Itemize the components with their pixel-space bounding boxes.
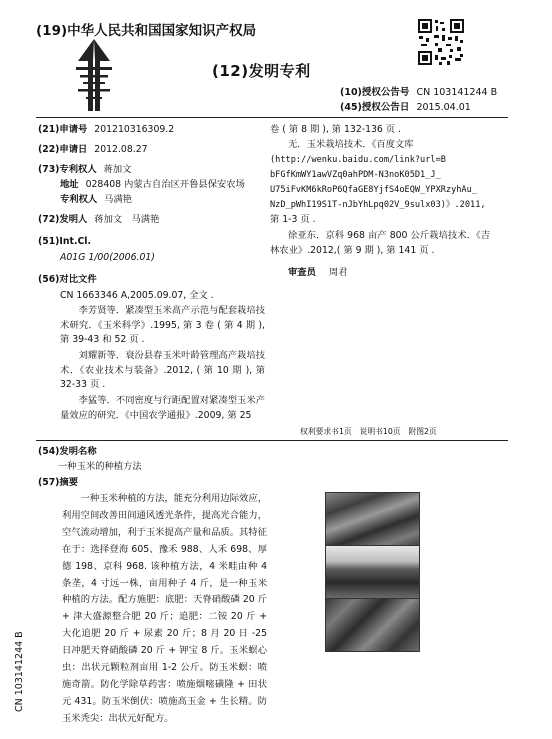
field-photo-2 [325,545,420,599]
ref-5-url-1: (http://wenku.baidu.com/link?url=B [270,155,446,165]
inventor-row [38,213,159,228]
field-photo-1 [325,492,420,546]
side-pub-no: CN 103141244 B [14,631,25,712]
address-row [60,178,245,193]
pub-date: 2015.04.01 [416,102,471,113]
invention-title: 一种玉米的种植方法 [58,461,142,472]
cnipa-emblem-logo [74,37,114,113]
ref-4: 李猛等．不同密度与行距配置对紧凑型玉米产量效应的研究．《中国农学通报》.2009, 第 25 [60,395,265,421]
app-no: 201210316309.2 [94,124,175,135]
intcl-label: (51)Int.Cl. [38,236,92,247]
ref-5-url-2: bFGfKmWY1awVZq0ahPDM-N3noK05D1_J_ [270,170,441,180]
ref-5-url-4: NzD_pWhI19S1T-nJbYhLpq02V_9sulx03)》.2011, [270,200,486,210]
app-no-row [38,123,174,138]
document-type: (12)发明专利 [212,62,311,80]
ref-1: CN 1663346 A,2005.09.07, 全文 . [60,290,214,301]
owner-2: 马满艳 [104,194,133,205]
app-date-row [38,143,148,158]
pages-info: 权利要求书1页 说明书10页 附图2页 [300,427,437,436]
examiner: 周君 [328,267,348,278]
abstract-label: (57)摘要 [38,477,79,488]
qr-code-icon [417,18,465,66]
ref-6: 徐亚东．京科 968 亩产 800 公斤栽培技术．《吉林农业》.2012,( 第 9 期 ), 第 141 页 . [270,230,490,256]
pub-no-row [340,86,497,100]
examiner-label: 审查员 [288,267,316,278]
owner-2-row [60,193,132,208]
ref-5-end: 第 1-3 页 . [270,214,316,225]
office-name: (19)中华人民共和国国家知识产权局 [36,23,257,39]
owner-label: (73)专利权人 [38,164,97,175]
owner-label-2: 专利权人 [60,194,98,205]
owner-1: 蒋加文 [103,164,132,175]
inventors: 蒋加文 马满艳 [94,214,160,225]
section-divider [36,440,508,441]
intcl-value: A01G 1/00(2006.01) [60,252,155,263]
pub-date-row [340,101,471,115]
app-date-label: (22)申请日 [38,144,88,155]
pub-date-label: (45)授权公告日 [340,102,410,113]
address: 028408 内蒙古自治区开鲁县保安农场 [85,179,245,190]
inventor-label: (72)发明人 [38,214,88,225]
app-no-label: (21)申请号 [38,124,88,135]
header-divider [36,117,508,118]
address-label: 地址 [60,179,79,190]
app-date: 2012.08.27 [94,144,148,155]
pub-no: CN 103141244 B [416,87,498,98]
examiner-row [288,266,347,281]
title-label: (54)发明名称 [38,446,97,457]
ref-3: 刘耀新等．衰汾县春玉米叶龄管理高产栽培技术．《农业技术与装备》.2012, ( 第 10 期 ), 第 32-33 页 . [60,350,265,391]
field-photo-3 [325,598,420,652]
ref-5-url-3: U75iFvKM6kRoP6QfaGE8YjfS4oEQW_YPXRzyhAu_ [270,185,477,195]
abstract-text: 一种玉米种植的方法，能充分利用边际效应，利用空间改善田间通风透光条件，提高光合能力，空气流动增加，利于玉米提高产量和品质。其特征在于：选择登海 605、豫禾 988、人禾 698、厚德 198、京科 968. 该种植方法，4 米畦由种 4 条垄，4 寸远一株，亩用种子 4 斤，是一种玉米种植的方法。配方施肥：底肥：天脊硝酸磷 20 斤 + 津大盛源整合肥 20 斤；追肥：二铵 20 斤 + 大化追肥 20 斤 + 尿素 20 斤；8 月 20 日 -25 日冲肥天脊硝酸磷 20 斤 + 钾宝 8 斤。玉米螟心虫：出状元颗粒剂亩用 1-2 公斤。防玉米螟：喷施奇箭。防化学除草药害：喷施烟嘧磺隆 + 田状元 431。防玉米倒伏：喷施高玉金 + 生长精。防玉米秃尖：出状元好配方。 [62,493,267,724]
owner-row [38,163,132,178]
pub-no-label: (10)授权公告号 [340,87,410,98]
ref-4-continued: 卷 ( 第 8 期 ), 第 132-136 页 . [270,124,402,135]
ref-2: 李芳贤等．紧凑型玉米高产示范与配套栽培技术研究．《玉米科学》.1995, 第 3 卷 ( 第 4 期 ), 第 39-43 和 52 页 . [60,305,265,346]
ref-5-intro: 无．玉米栽培技术．《百度文库 [288,139,414,150]
refs-label: (56)对比文件 [38,274,97,285]
